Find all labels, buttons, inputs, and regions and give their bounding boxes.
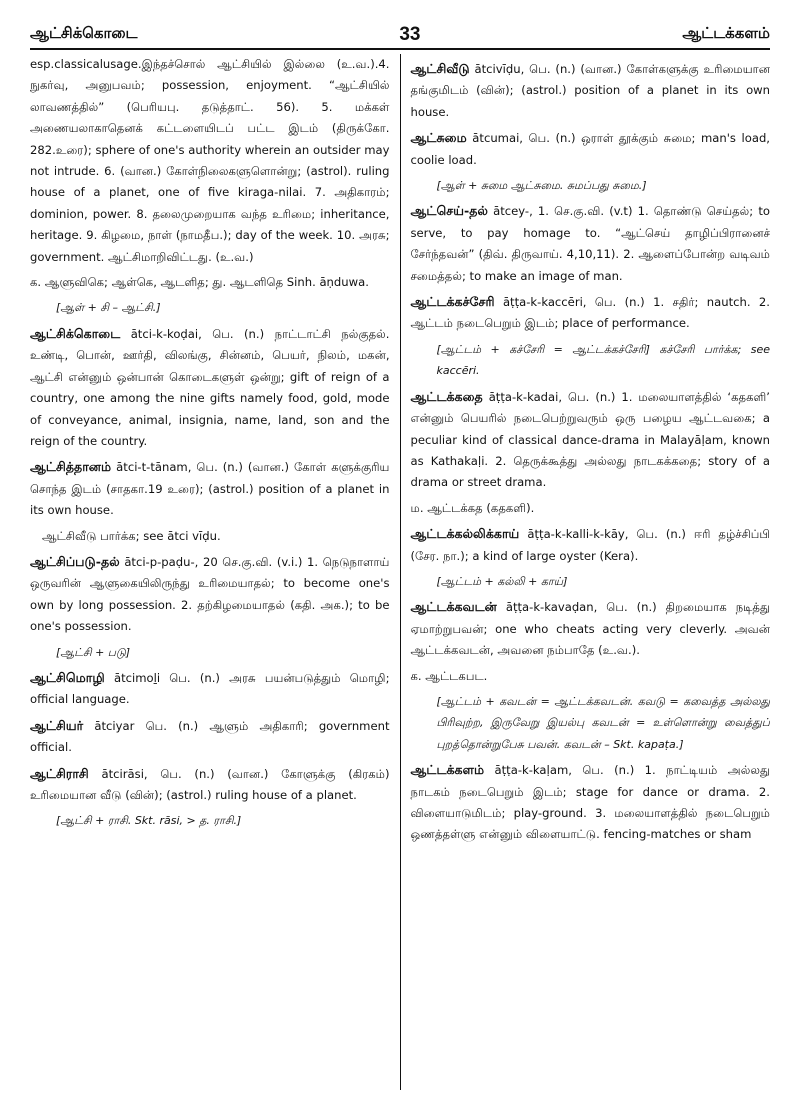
entry-definition: āṭṭa-k-kavaḍan, பெ. (n.) திறமையாக நடித்து ஏமாற்றுபவன்; one who cheats acting very cleverly. அவன் ஆட்டக்கவடன், அவனை நம்பாதே (உ.வ.). — [410, 600, 770, 658]
right-column — [400, 54, 771, 1090]
etymology-note: [ஆள் + சி – ஆட்சி.] — [56, 301, 161, 315]
dictionary-entry — [411, 200, 771, 287]
etymology-note: [ஆட்டம் + கல்லி + காய்] — [436, 574, 568, 588]
columns — [30, 54, 770, 1090]
etymology-note: [ஆட்டம் + கச்சேரி = ஆட்டக்கச்சேரி] கச்சேரி பார்க்க; see kaccēri. — [436, 342, 770, 378]
header-first-word: ஆட்சிக்கொடை — [30, 24, 138, 42]
cognate-forms: க. ஆட்டகபட. — [410, 668, 488, 683]
dictionary-entry — [30, 551, 390, 638]
entry-definition: āṭṭa-k-kalli-k-kāy, பெ. (n.) ஈரி தழ்ச்சிப்பி (சேர. நா.); a kind of large oyster (Kera). — [410, 527, 770, 563]
header-last-word: ஆட்டக்களம் — [682, 24, 770, 42]
entry-definition: ātci-t-tānam, பெ. (n.) (வான.) கோள் களுக்குரிய சொந்த இடம் (சாதகா.19 உரை); (astrol.) position of a planet in its own house. — [30, 460, 390, 518]
entry-definition: ātciyar பெ. (n.) ஆளும் அதிகாரி; government official. — [30, 718, 390, 755]
entry-definition: ātci-p-paḍu-, 20 செ.கு.வி. (v.i.) 1. நெடுநாளாய் ஒருவரின் ஆளுகையிலிருந்து உரிமையாதல்; to become one's own by long possession. 2. தற்கிழமையாதல் (கதி. அக.); to be one's possession. — [30, 554, 390, 634]
entry-definition: āṭṭa-k-kadai, பெ. (n.) 1. மலையாளத்தில் ‘கதகளி’ என்னும் பெயரில் நடைபெற்றுவரும் ஒரு பழைய ஆட்டவகை; a peculiar kind of classical dance-drama in Malayāḷam, known as Kathakaḷi. 2. தெருக்கூத்து அல்லது நாடகக்கதை; story of a drama or street drama. — [410, 389, 770, 490]
left-column — [30, 54, 400, 1090]
entry-headword: ஆட்சித்தானம் — [30, 459, 112, 475]
entry-headword: ஆட்செய்-தல் — [410, 203, 488, 219]
entry-definition: āṭṭa-k-kaḷam, பெ. (n.) 1. நாட்டியம் அல்லது நாடகம் நடைபெறும் இடம்; stage for dance or drama. 2. விளையாடுமிடம்; play-ground. 3. மலையாளத்தில் நடைபெறும் ஒணத்தள்ளு என்னும் விளையாட்டு. fencing-matches or sham — [410, 763, 770, 842]
entry-definition: ātcey-, 1. செ.கு.வி. (v.t) 1. தொண்டு செய்தல்; to serve, to pay homage to. “ஆட்செய் தாழிப்பிரானைச் சேர்ந்தவன்” (திவ். திருவாய். 4,10,11). 2. ஆளைப்போன்ற வடிவம் சமைத்தல்; to make an image of man. — [410, 204, 770, 283]
cognate-forms: ம. ஆட்டக்கத (கதகளி). — [410, 500, 535, 515]
entry-definition: ātci-k-koḍai, பெ. (n.) நாட்டாட்சி நல்குதல். உண்டி, பொன், ஊர்தி, விலங்கு, சின்னம், பெயர், நிலம், மகன், ஆட்சி என்னும் ஒன்பான் கொடைகளுள் ஒன்று; gift of reign of a country, one among the nine gifts namely food, gold, mode of conveyance, animal, insignia, name, land, son and the reign of the country. — [30, 326, 390, 448]
entry-headword: ஆட்சுமை — [410, 130, 467, 146]
page-header — [30, 14, 770, 50]
etymology-note: [ஆட்சி + ராசி. Skt. rāsi, > த. ராசி.] — [56, 814, 242, 828]
dictionary-entry — [30, 667, 390, 711]
dictionary-entry — [411, 596, 771, 661]
etymology-note: [ஆள் + சுமை ஆட்சுமை. சுமப்பது சுமை.] — [436, 179, 647, 193]
entry-definition: ātcimoḻi பெ. (n.) அரசு பயன்படுத்தும் மொழி; official language. — [30, 670, 390, 707]
entry-headword: ஆட்டக்கச்சேரி — [410, 294, 495, 310]
entry-headword: ஆட்சிவீடு — [410, 61, 470, 76]
entry-headword: ஆட்சியர் — [30, 717, 84, 733]
dictionary-entry — [30, 323, 390, 452]
etymology-note: [ஆட்சி + படு] — [56, 645, 131, 659]
entry-definition: ātcirāsi, பெ. (n.) (வான.) கோளுக்கு (கிரகம்) உரிமையான வீடு (வின்); (astrol.) ruling house of a planet. — [30, 766, 390, 802]
entry-headword: ஆட்சிராசி — [30, 765, 89, 781]
entry-definition: ātcivīḍu, பெ. (n.) (வான.) கோள்களுக்கு உரிமையான தங்குமிடம் (வின்); (astrol.) position of a planet in its own house. — [410, 62, 770, 119]
dictionary-entry — [411, 127, 771, 171]
definition-continuation: esp.classicalusage.இந்தச்சொல் ஆட்சியில் இல்லை (உ.வ.).4. நுகர்வு, அனுபவம்; possession, enjoyment. “ஆட்சியில் லாவணத்தில்” (பெரியபு. தடுத்தாட். 56). 5. மக்கள் அணையலாகாதெனக் கட்டளையிடப் பட்ட இடம் (திருக்கோ. 282.உரை); sphere of one's authority wherein an outsider may not intrude. 6. (வான.) கோள்நிலைகளுளொன்று; (astrol). ruling house of a planet, one of five kiraga-nilai. 7. அதிகாரம்; dominion, power. 8. தலைமுறையாக வந்த உரிமை; inheritance, heritage. 9. கிழமை, நாள் (நாமதீப.); day of the week. 10. அரசு; government. ஆட்சிமாறிவிட்டது. (உ.வ.) — [30, 57, 390, 264]
entry-headword: ஆட்டக்களம் — [410, 762, 485, 778]
dictionary-entry — [411, 759, 771, 846]
cognate-forms: க. ஆளுவிகெ; ஆள்கெ, ஆடளித; து. ஆடளிதெ Sinh. āṇduwa. — [30, 275, 369, 290]
dictionary-entry — [30, 715, 390, 759]
entry-headword: ஆட்சிமொழி — [30, 669, 105, 685]
entry-headword: ஆட்டக்கவடன் — [410, 599, 497, 615]
entry-definition: āṭṭa-k-kaccēri, பெ. (n.) 1. சதிர்; nautch. 2. ஆட்டம் நடைபெறும் இடம்; place of performance. — [410, 295, 770, 331]
dictionary-entry — [411, 291, 771, 335]
dictionary-entry — [411, 523, 771, 567]
cross-reference: ஆட்சிவீடு பார்க்க; see ātci vīḍu. — [42, 528, 221, 543]
page-number: 33 — [399, 24, 421, 45]
entry-headword: ஆட்சிப்படு-தல் — [30, 553, 120, 569]
dictionary-entry — [411, 58, 771, 123]
entry-headword: ஆட்டக்கல்லிக்காய் — [410, 526, 520, 542]
entry-headword: ஆட்டக்கதை — [410, 388, 483, 404]
dictionary-entry — [411, 386, 771, 494]
dictionary-entry — [30, 763, 390, 807]
entry-headword: ஆட்சிக்கொடை — [30, 325, 121, 341]
entry-definition: ātcumai, பெ. (n.) ஒராள் தூக்கும் சுமை; man's load, coolie load. — [410, 131, 770, 167]
dictionary-entry — [30, 456, 390, 521]
etymology-note: [ஆட்டம் + கவடன் = ஆட்டக்கவடன். கவடு = கவைத்த அல்லது பிரிவுற்ற, இருவேறு இயல்பு கவடன் = உள்ளொன்று வைத்துப் புறத்தொன்றுபேசு பவன். கவடன் – Skt. kapaṭa.] — [436, 694, 770, 751]
